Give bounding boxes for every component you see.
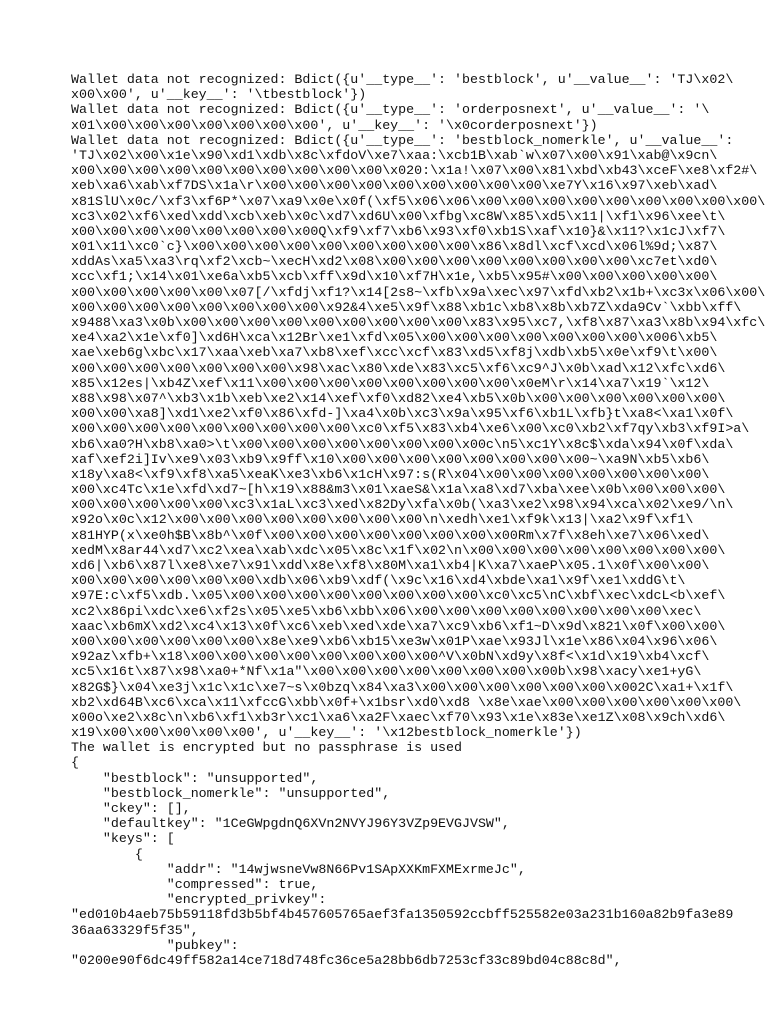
- text-line: "pubkey":: [71, 937, 239, 953]
- text-line: 'TJ\x02\x00\x1e\x90\xd1\xdb\x8c\xfdoV\xe7\xaa:\xcb1B\xab`w\x07\x00\x91\xab@\x9cn\: [71, 147, 718, 163]
- text-line: xb6\xa0?H\xb8\xa0>\t\x00\x00\x00\x00\x00\x00\x00\x00c\n5\xc1Y\x8c$\xda\x94\x0f\xda\: [71, 436, 734, 452]
- text-line: xe4\xa2\x1e\xf0]\xd6H\xca\x12Br\xe1\xfd\x05\x00\x00\x00\x00\x00\x00\x00\x006\xb5\: [71, 330, 718, 346]
- text-line: x00\x00\x00\x00\x00\xc3\x1aL\xc3\xed\x82Dy\xfa\x0b(\xa3\xe2\x98\x94\xca\x02\xe9/\n\: [71, 497, 734, 513]
- text-line: xb2\xd64B\xc6\xca\x11\xfccG\xbb\x0f+\x1bsr\xd0\xd8 \x8e\xae\x00\x00\x00\x00\x00\x00\: [71, 694, 742, 710]
- text-line: x00\x00\x00\x00\x00\x00\x00\x00\x00\x00\x020:\x1a!\x07\x00\x81\xbd\xb43\xceF\xe8\xf2#\: [71, 163, 758, 179]
- text-line: "bestblock_nomerkle": "unsupported",: [71, 785, 391, 801]
- text-line: x18y\xa8<\xf9\xf8\xa5\xeaK\xe3\xb6\x1cH\x97:s(R\x04\x00\x00\x00\x00\x00\x00\x00\: [71, 466, 710, 482]
- text-line: x81SlU\x0c/\xf3\xf6P*\x07\xa9\x0e\x0f(\xf5\x06\x06\x00\x00\x00\x00\x00\x00\x00\x00\x00\: [71, 193, 766, 209]
- text-line: x00\x00\xa8]\xd1\xe2\xf0\x86\xfd-]\xa4\x0b\xc3\x9a\x95\xf6\xb1L\xfb}t\xa8<\xa1\x0f\: [71, 406, 734, 422]
- text-line: Wallet data not recognized: Bdict({u'__type__': 'bestblock_nomerkle', u'__value__':: [71, 132, 734, 148]
- text-line: x00\x00\x00\x00\x00\x00\x00\x98\xac\x80\xde\x83\xc5\xf6\xc9^J\x0b\xad\x12\xfc\xd6\: [71, 360, 726, 376]
- text-line: "ed010b4aeb75b59118fd3b5bf4b457605765aef3fa1350592ccbff525582e03a231b160a82b9fa3e89: [71, 907, 734, 923]
- wallet-dump-text: [71, 72, 766, 968]
- text-line: x00\x00', u'__key__': '\tbestblock'}): [71, 87, 367, 103]
- text-line: x92az\xfb+\x18\x00\x00\x00\x00\x00\x00\x00\x00^V\x0bN\xd9y\x8f<\x1d\x19\xb4\xcf\: [71, 649, 710, 665]
- text-line: x00\xc4Tc\x1e\xfd\xd7~[h\x19\x88&m3\x01\xaeS&\x1a\xa8\xd7\xba\xee\x0b\x00\x00\x00\: [71, 482, 726, 498]
- text-line: x00\x00\x00\x00\x00\x00\x00\x00Q\xf9\xf7\xb6\x93\xf0\xb1S\xaf\x10}&\x11?\x1cJ\xf7\: [71, 223, 726, 239]
- text-line: x01\x00\x00\x00\x00\x00\x00\x00', u'__key__': '\x0corderposnext'}): [71, 117, 598, 133]
- text-line: xeb\xa6\xab\xf7DS\x1a\r\x00\x00\x00\x00\x00\x00\x00\x00\x00\xe7Y\x16\x97\xeb\xad\: [71, 178, 718, 194]
- text-line: "encrypted_privkey":: [71, 892, 327, 908]
- text-line: Wallet data not recognized: Bdict({u'__type__': 'orderposnext', u'__value__': '\: [71, 102, 710, 118]
- text-line: xddAs\xa5\xa3\rq\xf2\xcb~\xecH\xd2\x08\x00\x00\x00\x00\x00\x00\x00\x00\xc7et\xd0\: [71, 254, 718, 270]
- text-line: xedM\x8ar44\xd7\xc2\xea\xab\xdc\x05\x8c\x1f\x02\n\x00\x00\x00\x00\x00\x00\x00\x00\: [71, 542, 726, 558]
- text-line: {: [71, 755, 79, 771]
- text-line: Wallet data not recognized: Bdict({u'__type__': 'bestblock', u'__value__': 'TJ\x02\: [71, 72, 734, 87]
- text-line: xc5\x16t\x87\x98\xa0+*Nf\x1a"\x00\x00\x00\x00\x00\x00\x00\x00b\x98\xacy\xe1+yG\: [71, 664, 702, 680]
- text-line: xae\xeb6g\xbc\x17\xaa\xeb\xa7\xb8\xef\xcc\xcf\x83\xd5\xf8j\xdb\xb5\x0e\xf9\t\x00\: [71, 345, 718, 361]
- text-line: "keys": [: [71, 831, 175, 847]
- text-line: x9488\xa3\x0b\x00\x00\x00\x00\x00\x00\x00\x00\x00\x83\x95\xc7,\xf8\x87\xa3\x8b\x94\xfc\: [71, 315, 766, 330]
- text-line: "ckey": [],: [71, 801, 191, 816]
- text-line: {: [71, 846, 143, 862]
- text-line: x82G$}\x04\xe3j\x1c\x1c\xe7~s\x0bzq\x84\xa3\x00\x00\x00\x00\x00\x00\x002C\xa1+\x1f\: [71, 679, 734, 695]
- text-line: x00\x00\x00\x00\x00\x00\xdb\x06\xb9\xdf(\x9c\x16\xd4\xbde\xa1\x9f\xe1\xddG\t\: [71, 573, 686, 589]
- text-line: x88\x98\x07^\xb3\x1b\xeb\xe2\x14\xef\xf0\xd82\xe4\xb5\x0b\x00\x00\x00\x00\x00\x00\: [71, 390, 726, 406]
- text-line: x01\x11\xc0`c}\x00\x00\x00\x00\x00\x00\x00\x00\x00\x86\x8dl\xcf\xcd\x06l%9d;\x87\: [71, 239, 718, 255]
- text-line: x92o\x0c\x12\x00\x00\x00\x00\x00\x00\x00\x00\n\xedh\xe1\xf9k\x13|\xa2\x9f\xf1\: [71, 512, 694, 528]
- text-line: xcc\xf1;\x14\x01\xe6a\xb5\xcb\xff\x9d\x10\xf7H\x1e,\xb5\x95#\x00\x00\x00\x00\x00\: [71, 269, 718, 285]
- text-line: "addr": "14wjwsneVw8N66Pv1SApXXKmFXMExrmeJc",: [71, 861, 526, 877]
- text-line: xc2\x86pi\xdc\xe6\xf2s\x05\xe5\xb6\xbb\x06\x00\x00\x00\x00\x00\x00\x00\x00\xec\: [71, 603, 702, 619]
- text-line: x00\x00\x00\x00\x00\x00\x00\x00\x92&4\xe5\x9f\x88\xb1c\xb8\x8b\xb7Z\xda9Cv`\xbb\xff\: [71, 299, 742, 315]
- text-line: xc3\x02\xf6\xed\xdd\xcb\xeb\x0c\xd7\xd6U\x00\xfbg\xc8W\x85\xd5\x11|\xf1\x96\xee\t\: [71, 208, 726, 224]
- text-line: x85\x12es|\xb4Z\xef\x11\x00\x00\x00\x00\x00\x00\x00\x00\x0eM\r\x14\xa7\x19`\x12\: [71, 375, 710, 391]
- text-line: xd6|\xb6\x87l\xe8\xe7\x91\xdd\x8e\xf8\x80M\xa1\xb4|K\xa7\xaeP\x05.1\x0f\x00\x00\: [71, 558, 710, 573]
- text-line: x81HYP(x\xe0h$B\x8b^\x0f\x00\x00\x00\x00\x00\x00\x00\x00Rm\x7f\x8eh\xe7\x06\xed\: [71, 527, 710, 543]
- text-line: x00\x00\x00\x00\x00\x07[/\xfdj\xf1?\x14[2s8~\xfb\x9a\xec\x97\xfd\xb2\x1b+\xc3x\x06\x00\: [71, 284, 766, 300]
- text-line: "bestblock": "unsupported",: [71, 770, 319, 786]
- text-line: xaf\xef2i]Iv\xe9\x03\xb9\x9ff\x10\x00\x00\x00\x00\x00\x00\x00\x00~\xa9N\xb5\xb6\: [71, 451, 710, 467]
- text-line: 36aa63329f5f35",: [71, 922, 199, 938]
- text-line: "compressed": true,: [71, 876, 319, 892]
- text-line: The wallet is encrypted but no passphrase is used: [71, 740, 462, 756]
- text-line: x00o\xe2\x8c\n\xb6\xf1\xb3r\xc1\xa6\xa2F\xaec\xf70\x93\x1e\x83e\xe1Z\x08\x9ch\xd6\: [71, 709, 726, 725]
- text-line: x00\x00\x00\x00\x00\x00\x8e\xe9\xb6\xb15\xe3w\x01P\xae\x93Jl\x1e\x86\x04\x96\x06\: [71, 633, 718, 649]
- text-line: "0200e90f6dc49ff582a14ce718d748fc36ce5a28bb6db7253cf33c89bd04c88c8d",: [71, 952, 622, 968]
- text-line: x97E:c\xf5\xdb.\x05\x00\x00\x00\x00\x00\x00\x00\x00\xc0\xc5\nC\xbf\xec\xdcL<b\xef\: [71, 588, 726, 604]
- text-line: xaac\xb6mX\xd2\xc4\x13\x0f\xc6\xeb\xed\xde\xa7\xc9\xb6\xf1~D\x9d\x821\x0f\x00\x00\: [71, 618, 726, 634]
- text-line: "defaultkey": "1CeGWpgdnQ6XVn2NVYJ96Y3VZp9EVGJVSW",: [71, 816, 510, 832]
- text-line: x19\x00\x00\x00\x00\x00', u'__key__': '\x12bestblock_nomerkle'}): [71, 725, 582, 741]
- text-line: x00\x00\x00\x00\x00\x00\x00\x00\x00\xc0\xf5\x83\xb4\xe6\x00\xc0\xb2\xf7qy\xb3\xf9I>a\: [71, 421, 750, 437]
